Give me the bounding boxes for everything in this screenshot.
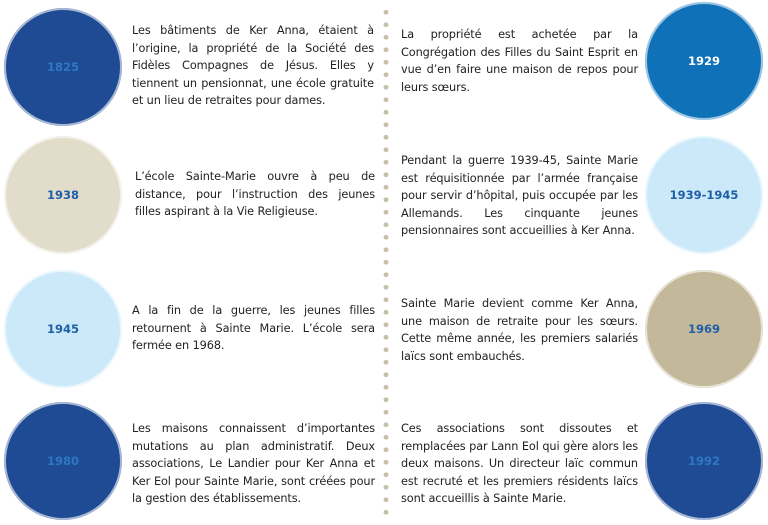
event-text-1929: La propriété est achetée par la Congrégation des Filles du Saint Esprit en vue d’en faire une maison de repos pour leurs sœurs. — [401, 28, 638, 94]
year-label: 1992 — [687, 454, 720, 468]
year-label: 1980 — [46, 454, 79, 468]
year-label: 1939-1945 — [669, 188, 739, 202]
year-circle-1938 — [4, 136, 122, 254]
year-circle-1825 — [4, 8, 122, 126]
year-label: 1825 — [46, 60, 79, 74]
year-circle-1980 — [4, 402, 122, 520]
year-circle-1939-1945 — [645, 136, 763, 254]
event-text-1969: Sainte Marie devient comme Ker Anna, une maison de retraite pour les sœurs. Cette même année, les premiers salariés laïcs sont embauchés. — [401, 297, 638, 363]
event-text-1938: L’école Sainte-Marie ouvre à peu de distance, pour l’instruction des jeunes filles aspirant à la Vie Religieuse. — [135, 170, 375, 218]
event-text-1825: Les bâtiments de Ker Anna, étaient à l’origine, la propriété de la Société des Fidèles Compagnes de Jésus. Elles y tiennent un pensionnat, une école gratuite et un lieu de retraites pour dames. — [132, 24, 374, 107]
year-label: 1929 — [687, 54, 720, 68]
year-label: 1969 — [687, 322, 720, 336]
year-circle-1992 — [645, 402, 763, 520]
event-text-1980: Les maisons connaissent d’importantes mutations au plan administratif. Deux associations, Le Landier pour Ker Anna et Ker Eol pour Sainte Marie, sont créées pour la gestion des établissements. — [132, 422, 375, 505]
year-circle-1945 — [4, 270, 122, 388]
event-text-1945: A la fin de la guerre, les jeunes filles retournent à Sainte Marie. L’école sera fermée en 1968. — [132, 304, 375, 352]
year-circle-1929 — [645, 2, 763, 120]
event-text-1992: Ces associations sont dissoutes et remplacées par Lann Eol qui gère alors les deux maisons. Un directeur laïc commun est recruté et les premiers résidents laïcs sont accueillis à Sainte Marie. — [401, 422, 638, 505]
event-text-1939-1945: Pendant la guerre 1939-45, Sainte Marie est réquisitionnée par l’armée française pour servir d’hôpital, puis occupée par les Allemands. Les cinquante jeunes pensionnaires sont accueillies à Ker Anna. — [401, 154, 638, 237]
year-label: 1938 — [46, 188, 79, 202]
year-label: 1945 — [46, 322, 79, 336]
timeline-divider — [383, 6, 389, 522]
year-circle-1969 — [645, 270, 763, 388]
